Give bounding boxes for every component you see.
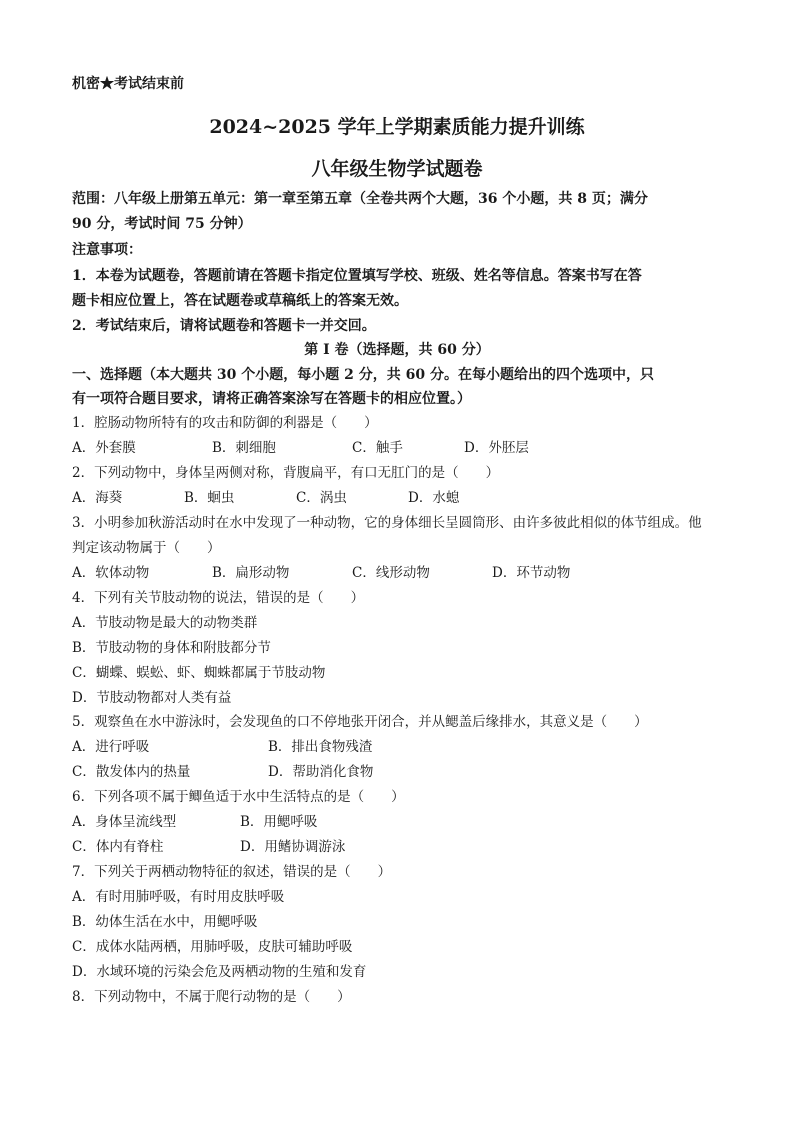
confidential-label: 机密★考试结束前 [72, 76, 184, 92]
question-4-option-d: D．节肢动物都对人类有益 [72, 690, 232, 706]
option-a: A．软体动物 [72, 565, 150, 581]
option-d: D．环节动物 [492, 565, 571, 581]
option-b: B．扁形动物 [212, 565, 290, 581]
question-1-stem: 1．腔肠动物所特有的攻击和防御的利器是（ ） [72, 415, 378, 431]
notes-title: 注意事项： [72, 242, 142, 258]
question-7-option-a: A．有时用肺呼吸，有时用皮肤呼吸 [72, 889, 285, 905]
option-b: B．排出食物残渣 [268, 739, 373, 755]
option-d: D．帮助消化食物 [268, 764, 374, 780]
option-c: C．线形动物 [352, 565, 430, 581]
question-3-stem-line-2: 判定该动物属于（ ） [72, 540, 221, 556]
option-d: D．用鳍协调游泳 [240, 839, 346, 855]
option-a: A．进行呼吸 [72, 739, 150, 755]
question-8-stem: 8．下列动物中，不属于爬行动物的是（ ） [72, 989, 351, 1005]
part-1-instruction-line-1: 一、选择题（本大题共 30 个小题，每小题 2 分，共 60 分。在每小题给出的四个选项中，只 [72, 367, 654, 383]
question-4-option-c: C．蝴蝶、蜈蚣、虾、蜘蛛都属于节肢动物 [72, 665, 326, 681]
note-1-line-2: 题卡相应位置上，答在试题卷或草稿纸上的答案无效。 [72, 293, 408, 309]
option-c: C．散发体内的热量 [72, 764, 191, 780]
option-c: C．触手 [352, 440, 403, 456]
question-7-stem: 7．下列关于两栖动物特征的叙述，错误的是（ ） [72, 864, 392, 880]
question-6-stem: 6．下列各项不属于鲫鱼适于水中生活特点的是（ ） [72, 789, 405, 805]
option-b: B．蛔虫 [184, 490, 235, 506]
question-5-stem: 5．观察鱼在水中游泳时，会发现鱼的口不停地张开闭合，并从鳃盖后缘排水，其意义是（ ） [72, 714, 648, 730]
option-a: A．外套膜 [72, 440, 136, 456]
scope-line-2: 90 分，考试时间 75 分钟） [72, 216, 252, 232]
scope-line-1: 范围：八年级上册第五单元：第一章至第五章（全卷共两个大题，36 个小题，共 8 页；满分 [72, 191, 648, 207]
option-b: B．刺细胞 [212, 440, 276, 456]
question-4-option-a: A．节肢动物是最大的动物类群 [72, 615, 258, 631]
part-1-title: 第 I 卷（选择题，共 60 分） [304, 342, 490, 358]
exam-subtitle: 八年级生物学试题卷 [311, 158, 483, 180]
question-7-option-c: C．成体水陆两栖，用肺呼吸，皮肤可辅助呼吸 [72, 939, 353, 955]
option-a: A．身体呈流线型 [72, 814, 177, 830]
option-c: C．涡虫 [296, 490, 347, 506]
option-b: B．用鳃呼吸 [240, 814, 318, 830]
question-7-option-d: D．水域环境的污染会危及两栖动物的生殖和发育 [72, 964, 367, 980]
option-d: D．外胚层 [464, 440, 529, 456]
part-1-instruction-line-2: 有一项符合题目要求，请将正确答案涂写在答题卡的相应位置。） [72, 391, 471, 407]
option-d: D．水螅 [408, 490, 460, 506]
question-3-stem-line-1: 3．小明参加秋游活动时在水中发现了一种动物，它的身体细长呈圆筒形、由许多彼此相似的体节组成。他 [72, 515, 702, 531]
option-c: C．体内有脊柱 [72, 839, 164, 855]
question-7-option-b: B．幼体生活在水中，用鳃呼吸 [72, 914, 258, 930]
option-a: A．海葵 [72, 490, 123, 506]
exam-title: 2024~2025 学年上学期素质能力提升训练 [209, 116, 585, 138]
question-4-stem: 4．下列有关节肢动物的说法，错误的是（ ） [72, 590, 365, 606]
question-2-stem: 2．下列动物中，身体呈两侧对称，背腹扁平，有口无肛门的是（ ） [72, 465, 500, 481]
note-2: 2．考试结束后，请将试题卷和答题卡一并交回。 [72, 318, 376, 334]
question-4-option-b: B．节肢动物的身体和附肢都分节 [72, 640, 271, 656]
note-1-line-1: 1．本卷为试题卷，答题前请在答题卡指定位置填写学校、班级、姓名等信息。答案书写在答 [72, 268, 642, 284]
